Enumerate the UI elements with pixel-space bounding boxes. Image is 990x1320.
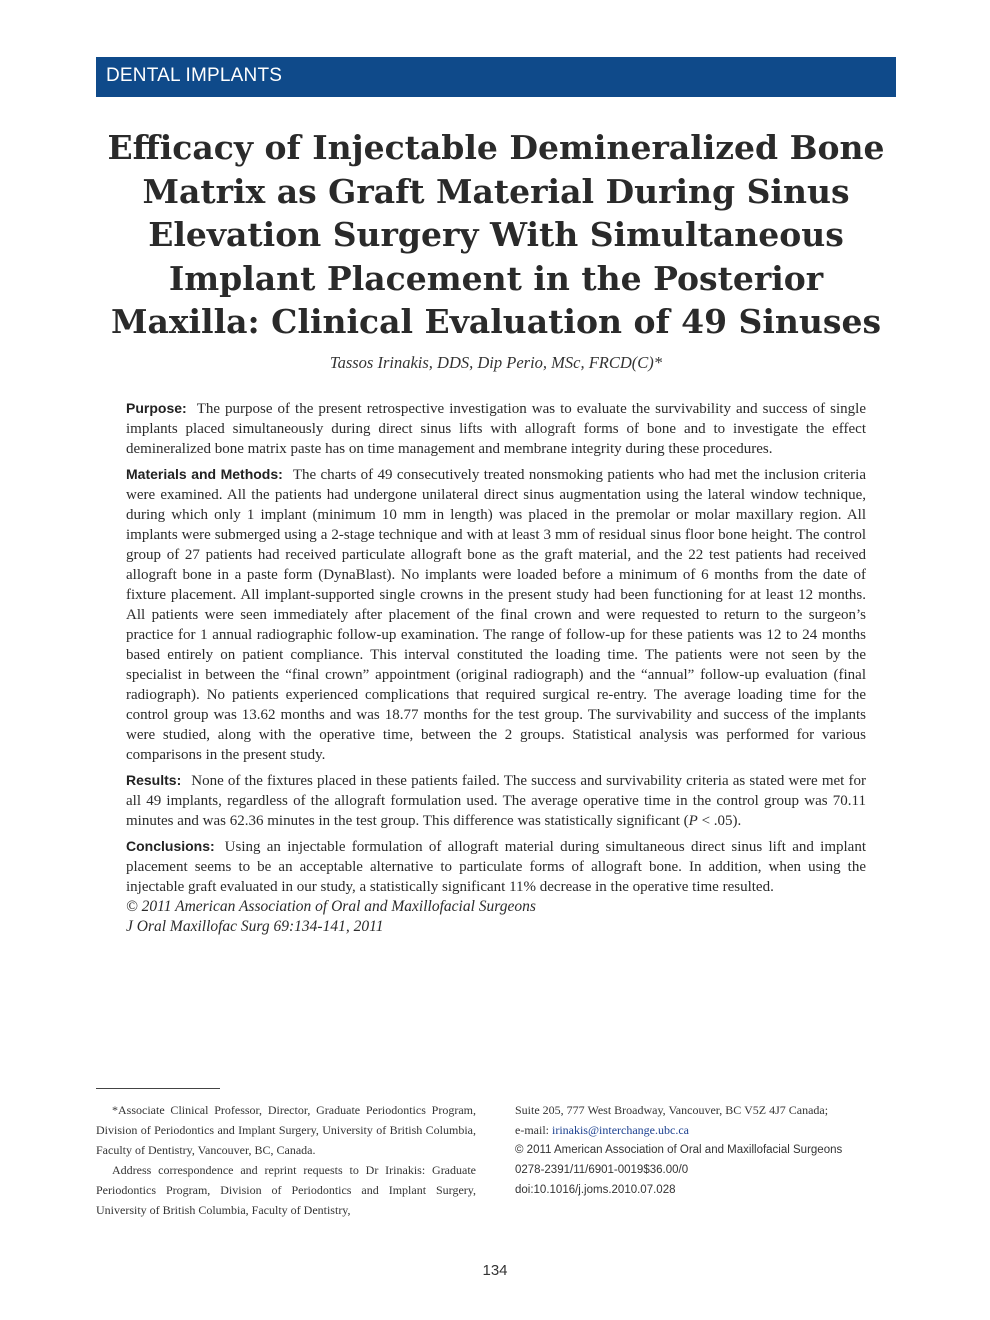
email-line [515,1120,896,1140]
page-number: 134 [482,1262,508,1279]
abstract-results [126,770,866,831]
email-link[interactable]: irinakis@interchange.ubc.ca [551,1123,689,1137]
abstract-methods [126,464,866,765]
section-label: DENTAL IMPLANTS [106,65,283,86]
footnote-divider [96,1088,220,1089]
purpose-label: Purpose: [126,400,187,416]
journal-citation: J Oral Maxillofac Surg 69:134-141, 2011 [126,918,384,935]
conclusions-label: Conclusions: [126,838,215,854]
section-header-bar [96,57,896,97]
author-affiliation: *Associate Clinical Professor, Director, Graduate Periodontics Program, Division of Periodontics and Implant Surgery, University of British Columbia, Faculty of Dentistry, Vancouver, BC, Canada. [96,1103,476,1157]
issn-line: 0278-2391/11/6901-0019$36.00/0 [515,1164,689,1176]
methods-text: The charts of 49 consecutively treated nonsmoking patients who had met the inclusion criteria were examined. All the patients had undergone unilateral direct sinus augmentation using the lateral window technique, during which only 1 implant (minimum 10 mm in length) was placed in the premolar or molar maxillary region. All implants were submerged using a 2-stage technique and with at least 3 mm of residual sinus floor bone height. The control group of 27 patients had received particulate allograft bone as the graft material, and the 22 test patients had received allograft bone in a paste form (DynaBlast). No implants were loaded before a minimum of 6 months from the date of fixture placement. All implant-supported single crowns in the present study had been functioning for at least 12 months. All patients were seen immediately after placement of the final crown and were requested to return to the surgeon’s practice for 1 annual radiographic follow-up examination. The range of follow-up for these patients was 12 to 24 months based entirely on patient compliance. This interval constituted the loading time. The patients were not seen by the specialist in between the “final crown” appointment (original radiograph) and the “annual” follow-up evaluation (final radiograph). No patients experienced complications that required surgical re-entry. The average loading time for the control group was 13.62 months and was 18.77 months for the test group. The survivability and success of the implants were studied, along with the operative time, between the 2 groups. Statistical analysis was performed for various comparisons in the present study. [126,467,866,763]
purpose-text: The purpose of the present retrospective investigation was to evaluate the survivability and success of single implants placed simultaneously during direct sinus lifts with allograft forms of bone and to investigate the effect demineralized bone matrix paste has on time management and membrane integrity during these procedures. [126,401,866,457]
abstract-conclusions [126,836,866,897]
correspondence-address: Address correspondence and reprint requests to Dr Irinakis: Graduate Periodontics Program, Division of Periodontics and Implant Surgery, University of British Columbia, Faculty of Dentistry, [96,1163,476,1217]
results-text-end: < .05). [697,813,742,829]
correspondence-address-cont: Suite 205, 777 West Broadway, Vancouver, BC V5Z 4J7 Canada; [515,1103,829,1117]
abstract-purpose [126,398,866,459]
footnotes-left [96,1100,476,1220]
author-line: Tassos Irinakis, DDS, Dip Perio, MSc, FRCD(C)* [329,353,663,372]
footnote-copyright: © 2011 American Association of Oral and Maxillofacial Surgeons [515,1144,843,1156]
p-value-symbol: P [688,813,698,829]
footnotes-right [515,1100,896,1200]
article-title: Efficacy of Injectable Demineralized Bone Matrix as Graft Material During Sinus Elevation Surgery With Simultaneous Implant Placement in the Posterior Maxilla: Clinical Evaluation of 49 Sinuses [107,128,885,341]
email-label: e-mail: [515,1123,552,1137]
results-label: Results: [126,772,182,788]
abstract-copyright: © 2011 American Association of Oral and Maxillofacial Surgeons [126,898,536,915]
methods-label: Materials and Methods: [126,466,283,482]
results-text: None of the fixtures placed in these patients failed. The success and survivability criteria as stated were met for all 49 implants, regardless of the allograft formulation used. The average operative time in the control group was 70.11 minutes and was 62.36 minutes in the test group. This difference was statistically significant ( [126,773,866,829]
doi-line[interactable]: doi:10.1016/j.joms.2010.07.028 [515,1184,676,1196]
conclusions-text: Using an injectable formulation of allograft material during simultaneous direct sinus lift and implant placement seems to be an acceptable alternative to particulate forms of allograft bone. In addition, when using the injectable graft evaluated in our study, a statistically significant 11% decrease in the operative time resulted. [126,839,866,895]
abstract [126,398,866,937]
